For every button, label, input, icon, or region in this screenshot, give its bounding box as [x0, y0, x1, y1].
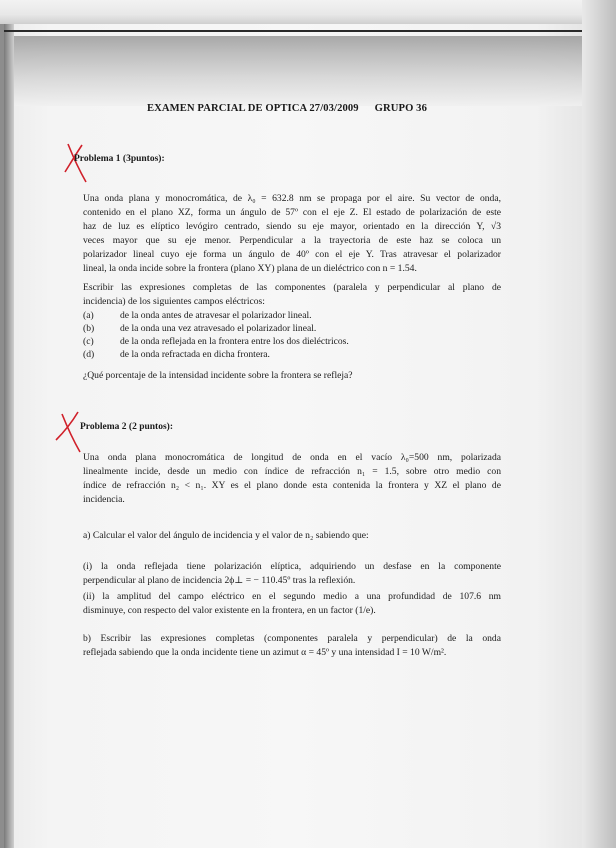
problem1-heading: Problema 1 (3puntos): — [74, 154, 165, 164]
page-top-rule — [4, 30, 582, 32]
item-text: de la onda una vez atravesado el polarizador lineal. — [120, 323, 317, 334]
problem1-item-a — [83, 310, 312, 321]
problem1-line: veces mayor que su eje menor. Perpendicular a la trayectoria de este haz se coloca un — [83, 235, 501, 247]
problem2-line: Una onda plana monocromática de longitud de onda en el vacío λ₀=500 nm, polarizada — [83, 452, 501, 463]
item-label: (d) — [83, 349, 95, 360]
item-label: (b) — [83, 323, 95, 334]
problem2-statement — [83, 451, 501, 507]
scan-right-margin — [582, 0, 616, 848]
problem1-question: ¿Qué porcentaje de la intensidad incidente sobre la frontera se refleja? — [83, 370, 353, 381]
item-label: (c) — [83, 336, 94, 347]
problem2-line: linealmente incide, desde un medio con índice de refracción n₁ = 1.5, sobre otro medio con — [83, 466, 501, 478]
problem1-line: Una onda plana y monocromática, de λ₀ = 632.8 nm se propaga por el aire. Su vector de onda, — [83, 193, 501, 204]
exam-title-text: EXAMEN PARCIAL DE OPTICA 27/03/2009 — [147, 103, 359, 114]
item-text: de la onda reflejada en la frontera entre los dos dieléctricos. — [120, 336, 349, 347]
item-label: (a) — [83, 310, 94, 321]
scan-shadow — [4, 36, 582, 106]
problem1-line: haz de luz es elíptico levógiro centrado, siendo su eje mayor, orientado en la dirección Y, √3 — [83, 221, 501, 233]
scan-left-shadow — [4, 24, 14, 848]
problem2-part-b — [83, 632, 501, 660]
problem1-item-b — [83, 323, 316, 334]
sub-i-line: (i) la onda reflejada tiene polarización elíptica, adquiriendo un desfase en la componente — [83, 561, 501, 572]
exam-title — [147, 103, 427, 114]
problem2-line: índice de refracción n₂ < n₁. XY es el plano donde esta contenida la frontera y XZ el plano de — [83, 480, 501, 492]
problem2-sub-ii — [83, 590, 501, 618]
problem1-line: lineal, la onda incide sobre la frontera (plano XY) plana de un dieléctrico con n = 1.54. — [83, 263, 417, 275]
problem1-line: contenido en el plano XZ, forma un ángulo de 57º con el eje Z. El estado de polarización de este — [83, 207, 501, 219]
problem1-instruction-line: incidencia) de los siguientes campos eléctricos: — [83, 296, 265, 308]
part-b-line: reflejada sabiendo que la onda incidente tiene un azimut α = 45º y una intensidad I = 10 W/m². — [83, 647, 447, 659]
scan-top-margin — [0, 0, 616, 24]
problem2-part-a: a) Calcular el valor del ángulo de incidencia y el valor de n₂ sabiendo que: — [83, 530, 369, 541]
exam-group: GRUPO 36 — [374, 103, 427, 114]
sub-ii-line: (ii) la amplitud del campo eléctrico en el segundo medio a una profundidad de 107.6 nm — [83, 591, 501, 602]
sub-i-line: perpendicular al plano de incidencia 2ϕ⊥ = − 110.45º tras la reflexión. — [83, 575, 356, 587]
problem1-statement — [83, 192, 501, 277]
exam-page — [4, 24, 582, 848]
part-b-line: b) Escribir las expresiones completas (componentes paralela y perpendicular) de la onda — [83, 633, 501, 644]
problem1-item-d — [83, 349, 270, 360]
item-text: de la onda refractada en dicha frontera. — [120, 349, 270, 360]
problem1-instruction — [83, 281, 501, 309]
problem2-line: incidencia. — [83, 494, 125, 506]
problem1-item-c — [83, 336, 349, 347]
problem2-heading: Problema 2 (2 puntos): — [80, 422, 173, 432]
problem2-sub-i — [83, 560, 501, 588]
item-text: de la onda antes de atravesar el polarizador lineal. — [120, 310, 312, 321]
problem1-instruction-line: Escribir las expresiones completas de las componentes (paralela y perpendicular al plano de — [83, 282, 501, 293]
sub-ii-line: disminuye, con respecto del valor existente en la frontera, en un factor (1/e). — [83, 605, 376, 617]
problem1-line: polarizador lineal cuyo eje forma un ángulo de 40º con el eje Y. Tras atravesar el polarizador — [83, 249, 501, 261]
